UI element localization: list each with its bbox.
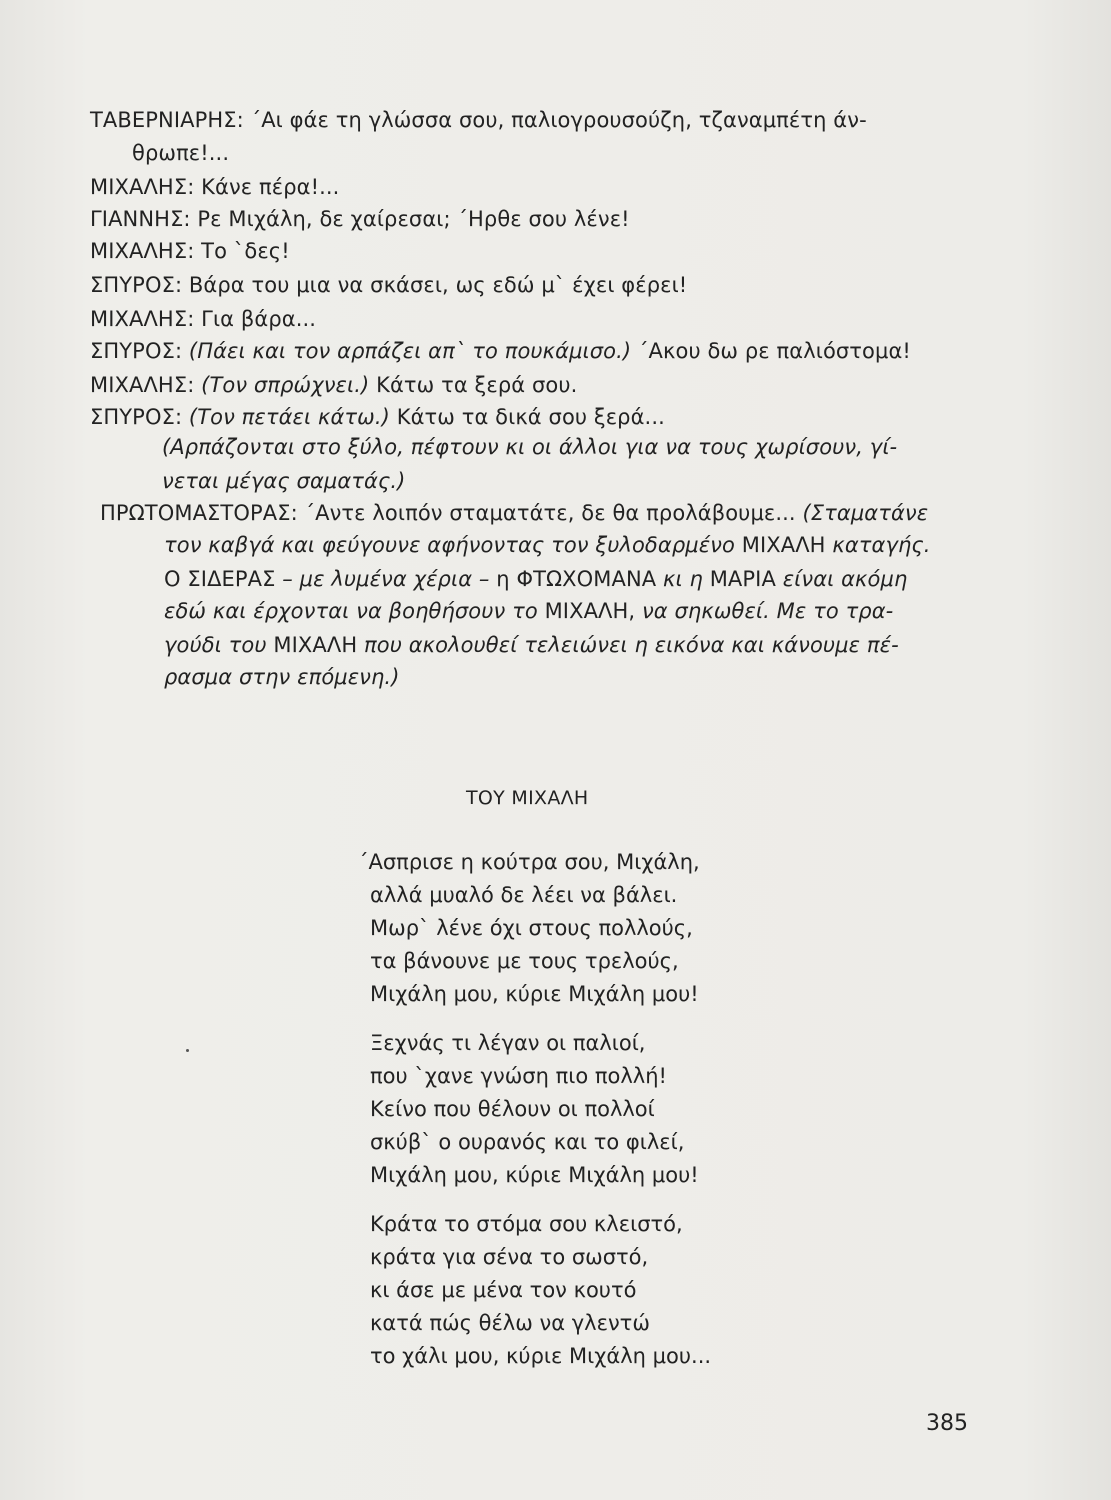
verse-line: κατά πώς θέλω να γλεντώ	[370, 1311, 650, 1335]
stage-direction: (Πάει και τον αρπάζει απ` το πουκάμισο.)	[188, 339, 632, 363]
verse-line: τα βάνουνε με τους τρελούς,	[370, 949, 679, 973]
dialogue-line	[90, 338, 911, 364]
speaker-name: ΜΙΧΑΛΗΣ:	[90, 239, 195, 263]
verse-line: το χάλι μου, κύριε Μιχάλη μου...	[370, 1344, 712, 1368]
stage-direction: γούδι του	[164, 633, 267, 657]
dialogue-text: Κάτω τα ξερά σου.	[376, 373, 578, 397]
stage-direction: που ακολουθεί τελειώνει η εικόνα και κάνουμε πέ-	[364, 633, 899, 657]
verse-line: Μιχάλη μου, κύριε Μιχάλη μου!	[370, 1163, 699, 1187]
stage-direction-line	[164, 664, 400, 690]
stage-direction: ρασμα στην επόμενη.)	[164, 665, 400, 689]
stage-direction-line	[164, 532, 931, 558]
verse-line: κι άσε με μένα τον κουτό	[370, 1278, 637, 1302]
speaker-name: ΤΑΒΕΡΝΙΑΡΗΣ:	[90, 108, 244, 132]
speaker-name: ΜΙΧΑΛΗΣ:	[90, 175, 195, 199]
page-number: 385	[926, 1411, 968, 1436]
dialogue-line	[90, 238, 290, 264]
stage-direction: είναι ακόμη	[782, 567, 908, 591]
stage-direction: κι η	[663, 567, 703, 591]
speaker-name: ΓΙΑΝΝΗΣ:	[90, 207, 191, 231]
dialogue-line	[132, 140, 229, 166]
character-name: ΜΙΧΑΛΗ	[741, 533, 826, 557]
stage-direction: (Τον πετάει κάτω.)	[188, 405, 390, 429]
speaker-name: ΣΠΥΡΟΣ:	[90, 273, 183, 297]
ink-dot	[186, 1049, 189, 1052]
stage-direction: να σηκωθεί. Με το τρα-	[641, 599, 894, 623]
stage-direction: εδώ και έρχονται να βοηθήσουν το	[164, 599, 538, 623]
dialogue-text: Το `δες!	[201, 239, 290, 263]
stage-direction-line	[164, 566, 907, 592]
dialogue-line	[90, 404, 665, 430]
verse-line: αλλά μυαλό δε λέει να βάλει.	[370, 883, 678, 907]
speaker-name: ΣΠΥΡΟΣ:	[90, 405, 183, 429]
verse-line: Μωρ` λένε όχι στους πολλούς,	[370, 916, 693, 940]
verse-line: Μιχάλη μου, κύριε Μιχάλη μου!	[370, 982, 699, 1006]
dialogue-line	[90, 306, 316, 332]
stage-direction-line	[162, 434, 897, 460]
verse-line: Κείνο που θέλουν οι πολλοί	[370, 1097, 655, 1121]
stage-direction: – με λυμένα χέρια –	[282, 567, 490, 591]
character-name: ΜΙΧΑΛΗ	[273, 633, 358, 657]
dialogue-line	[90, 174, 339, 200]
verse-line: ΄Ασπρισε η κούτρα σου, Μιχάλη,	[358, 850, 700, 874]
stage-direction: τον καβγά και φεύγουνε αφήνοντας τον ξυλοδαρμένο	[164, 533, 735, 557]
song-stanza	[358, 846, 711, 1011]
stage-direction: (Τον σπρώχνει.)	[201, 373, 370, 397]
character-name: ΜΙΧΑΛΗ,	[544, 599, 636, 623]
speaker-name: ΠΡΩΤΟΜΑΣΤΟΡΑΣ:	[100, 501, 298, 525]
song-stanza	[358, 1208, 711, 1373]
dialogue-line	[90, 107, 867, 133]
stage-direction-line	[162, 468, 405, 494]
dialogue-text: ΄Αντε λοιπόν σταματάτε, δε θα προλάβουμε...	[304, 501, 796, 525]
dialogue-line	[90, 272, 687, 298]
verse-line: κράτα για σένα το σωστό,	[370, 1245, 649, 1269]
dialogue-text: Για βάρα...	[201, 307, 317, 331]
speaker-name: ΣΠΥΡΟΣ:	[90, 339, 183, 363]
song-stanza	[358, 1027, 711, 1192]
verse-line: Κράτα το στόμα σου κλειστό,	[370, 1212, 683, 1236]
dialogue-text: Ρε Μιχάλη, δε χαίρεσαι; ΄Ηρθε σου λένε!	[197, 207, 630, 231]
dialogue-text: θρωπε!...	[132, 141, 230, 165]
dialogue-text: ΄Αι φάε τη γλώσσα σου, παλιογρουσούζη, τζαναμπέτη άν-	[250, 108, 867, 132]
stage-direction: καταγής.	[832, 533, 931, 557]
song-title: ΤΟΥ ΜΙΧΑΛΗ	[466, 787, 589, 809]
character-name: ΜΑΡΙΑ	[709, 567, 776, 591]
dialogue-line	[90, 372, 577, 398]
song-lyrics	[358, 846, 711, 1389]
stage-direction: νεται μέγας σαματάς.)	[162, 469, 406, 493]
speaker-name: ΜΙΧΑΛΗΣ:	[90, 307, 195, 331]
stage-direction-line	[164, 598, 893, 624]
stage-direction-line	[164, 632, 899, 658]
character-name: η ΦΤΩΧΟΜΑΝΑ	[496, 567, 657, 591]
dialogue-text: ΄Ακου δω ρε παλιόστομα!	[637, 339, 911, 363]
verse-line: Ξεχνάς τι λέγαν οι παλιοί,	[370, 1031, 646, 1055]
dialogue-line	[90, 206, 630, 232]
speaker-name: ΜΙΧΑΛΗΣ:	[90, 373, 195, 397]
verse-line: που `χανε γνώση πιο πολλή!	[370, 1064, 667, 1088]
stage-direction: (Αρπάζονται στο ξύλο, πέφτουν κι οι άλλοι για να τους χωρίσουν, γί-	[162, 435, 898, 459]
dialogue-line	[100, 500, 928, 526]
dialogue-text: Κάνε πέρα!...	[201, 175, 340, 199]
dialogue-text: Βάρα του μια να σκάσει, ως εδώ μ` έχει φέρει!	[188, 273, 688, 297]
dialogue-text: Κάτω τα δικά σου ξερά...	[396, 405, 665, 429]
character-name: Ο ΣΙΔΕΡΑΣ	[164, 567, 276, 591]
verse-line: σκύβ` ο ουρανός και το φιλεί,	[370, 1130, 685, 1154]
stage-direction: (Σταματάνε	[802, 501, 929, 525]
